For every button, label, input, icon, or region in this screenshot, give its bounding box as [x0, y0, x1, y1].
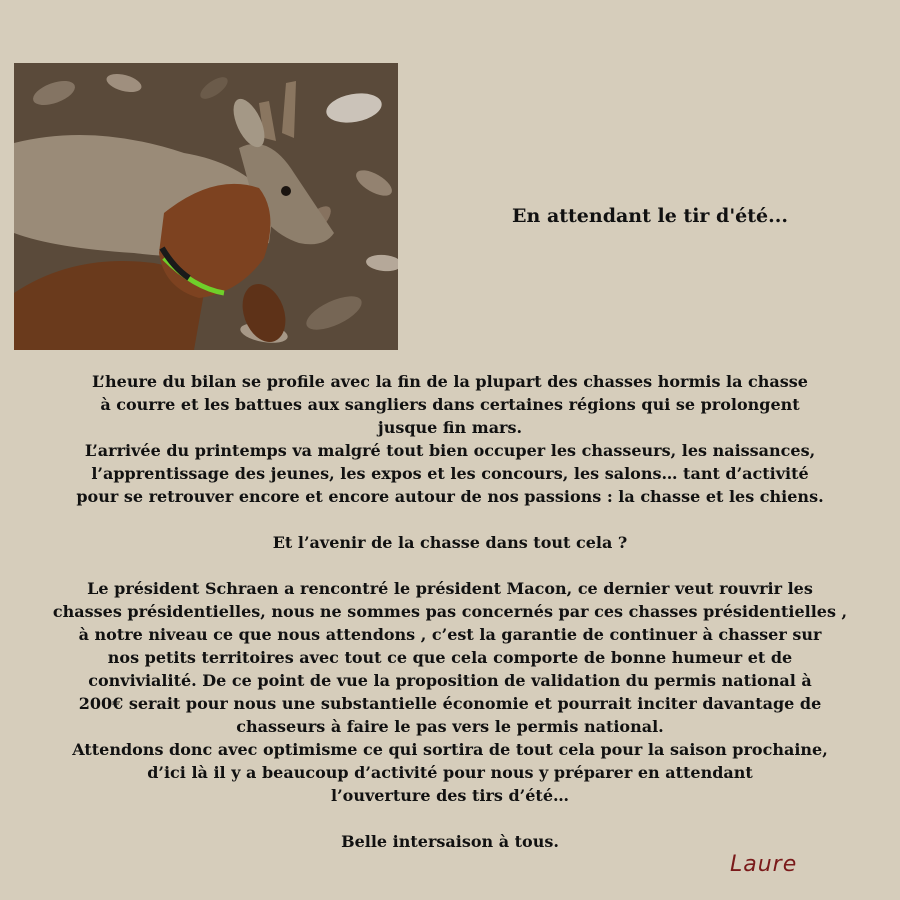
page-title: En attendant le tir d'été... — [512, 205, 788, 227]
letter-body — [20, 370, 880, 853]
text-line: L’arrivée du printemps va malgré tout bien occuper les chasseurs, les naissances, — [84, 441, 816, 460]
text-line: pour se retrouver encore et encore autour de nos passions : la chasse et les chiens. — [76, 487, 824, 506]
closing-line: Belle intersaison à tous. — [341, 832, 559, 851]
text-line: d’ici là il y a beaucoup d’activité pour nous y préparer en attendant — [147, 763, 753, 782]
text-line: jusque fin mars. — [377, 418, 523, 437]
text-line: nos petits territoires avec tout ce que cela comporte de bonne humeur et de — [107, 648, 793, 667]
text-line: L’heure du bilan se profile avec la fin de la plupart des chasses hormis la chasse — [92, 372, 808, 391]
paragraph-bilan — [20, 370, 880, 508]
text-line: à notre niveau ce que nous attendons , c’est la garantie de continuer à chasser sur — [78, 625, 822, 644]
text-line: Attendons donc avec optimisme ce qui sortira de tout cela pour la saison prochaine, — [72, 740, 828, 759]
text-line: chasses présidentielles, nous ne sommes pas concernés par ces chasses présidentielles , — [52, 602, 848, 621]
text-line: 200€ serait pour nous une substantielle économie et pourrait inciter davantage de — [78, 694, 822, 713]
text-line: à courre et les battues aux sangliers dans certaines régions qui se prolongent — [100, 395, 800, 414]
dog-with-roe-deer-photo — [14, 63, 398, 350]
signature: Laure — [730, 852, 798, 877]
question-line: Et l’avenir de la chasse dans tout cela ? — [272, 533, 628, 552]
text-line: l’ouverture des tirs d’été… — [331, 786, 569, 805]
text-line: l’apprentissage des jeunes, les expos et les concours, les salons… tant d’activité — [91, 464, 809, 483]
text-line: chasseurs à faire le pas vers le permis national. — [236, 717, 664, 736]
text-line: convivialité. De ce point de vue la proposition de validation du permis national à — [88, 671, 812, 690]
text-line: Le président Schraen a rencontré le président Macon, ce dernier veut rouvrir les — [87, 579, 813, 598]
paragraph-avenir — [20, 577, 880, 807]
